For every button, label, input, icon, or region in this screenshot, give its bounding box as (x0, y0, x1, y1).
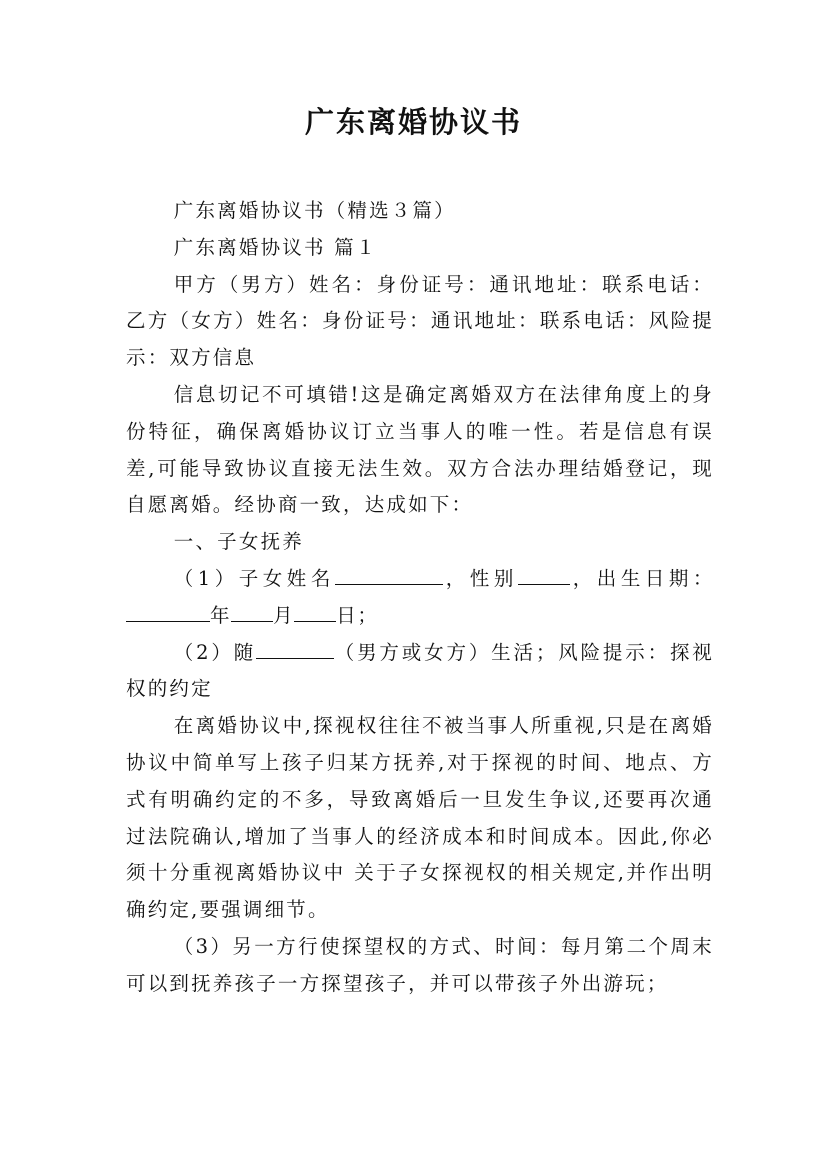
birth-year-blank[interactable] (126, 602, 210, 622)
clause-1-birth-label: ，出生日期： (569, 566, 714, 590)
child-name-blank[interactable] (335, 565, 443, 585)
birth-month-blank[interactable] (231, 602, 273, 622)
year-label: 年 (210, 603, 232, 627)
day-label: 日； (336, 603, 379, 627)
party-info-paragraph: 甲方（男方）姓名：身份证号：通讯地址：联系电话：乙方（女方）姓名：身份证号：通讯地址：联系电话：风险提示：双方信息 (126, 272, 714, 370)
clause-1-prefix: （1）子女姓名 (173, 566, 335, 590)
child-sex-blank[interactable] (518, 565, 570, 585)
subtitle: 广东离婚协议书（精选３篇） (173, 199, 456, 222)
document-title: 广东离婚协议书 (304, 105, 522, 139)
clause-2-suffix: （男方或女方）生活；风险提示：探视权的约定 (126, 640, 714, 701)
month-label: 月 (273, 603, 295, 627)
section-heading: 广东离婚协议书 篇１ (173, 235, 378, 259)
clause-1-sex-label: ，性别 (442, 566, 518, 590)
clause-2-paragraph (126, 635, 714, 709)
item-heading: 一、子女抚养 (173, 530, 304, 554)
document-body (126, 193, 714, 1003)
clause-1-paragraph (126, 561, 714, 635)
info-warning-paragraph: 信息切记不可填错!这是确定离婚双方在法律角度上的身份特征，确保离婚协议订立当事人的唯一性。若是信息有误差,可能导致协议直接无法生效。双方合法办理结婚登记，现自愿离婚。经协商一致，达成如下： (126, 382, 714, 517)
birth-day-blank[interactable] (294, 602, 336, 622)
clause-3-paragraph: （3）另一方行使探望权的方式、时间：每月第二个周末可以到抚养孩子一方探望孩子，并可以带孩子外出游玩； (126, 934, 714, 995)
visit-warning-paragraph: 在离婚协议中,探视权往往不被当事人所重视,只是在离婚协议中简单写上孩子归某方抚养,对于探视的时间、地点、方式有明确约定的不多，导致离婚后一旦发生争议,还要再次通过法院确认,增加了当事人的经济成本和时间成本。因此,你必须十分重视离婚协议中 关于子女探视权的相关规定,并作出明确约定,要强调细节。 (126, 714, 714, 922)
clause-2-prefix: （2）随 (173, 640, 257, 664)
custody-parent-blank[interactable] (256, 639, 334, 659)
